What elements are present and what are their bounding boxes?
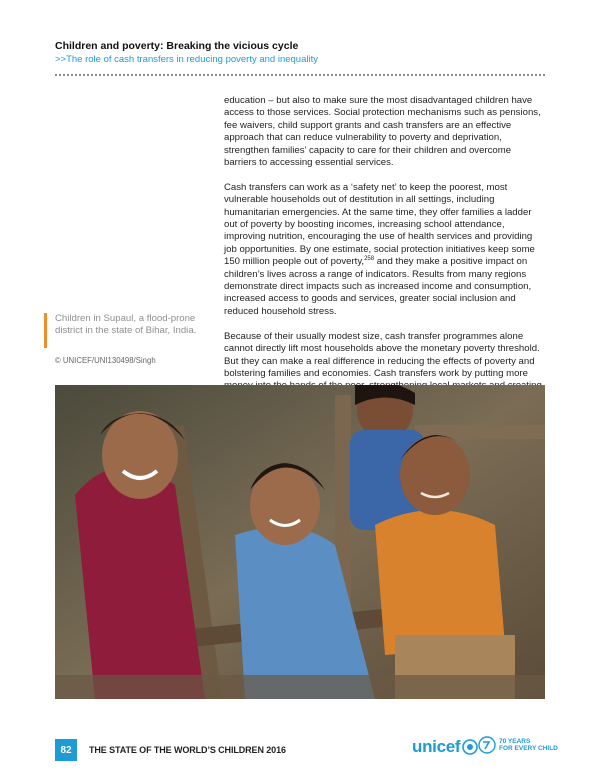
unicef-logo xyxy=(412,737,478,757)
paragraph-part: Cash transfers can work as a ‘safety net’ to keep the poorest, most vulnerable households out of destitution in all settings, including humanitarian emergencies. At the same time, they offer families a ladder out of poverty by boosting incomes, increasing school attendance, improving nutrition, encouraging the use of health services and providing job opportunities. By one estimate, social protection initiatives keep some 150 million people out of poverty, xyxy=(224,181,535,268)
footnote-reference: 258 xyxy=(364,256,375,263)
page-number: 82 xyxy=(55,739,77,761)
paragraph-part: and they make a positive impact on children’s lives across a range of indicators. Results from many regions demonstrate direct impacts such as increased income and consumption, increased access to goods and services, greater social inclusion and reduced household stress. xyxy=(224,256,532,317)
body-text-column xyxy=(224,95,546,430)
photo-children-on-bench xyxy=(55,385,545,699)
paragraph xyxy=(224,182,546,318)
anniversary-line-2: FOR EVERY CHILD xyxy=(499,745,558,752)
seventy-years-logo xyxy=(478,736,558,754)
paragraph: education – but also to make sure the most disadvantaged children have access to those services. Social protection mechanisms such as pensions, fee waivers, child support grants and cash transfers are an effective approach that can reduce vulnerability to poverty and deprivation, strengthen families’ capacity to care for their children and overcome barriers to accessing essential services. xyxy=(224,95,541,169)
dotted-divider xyxy=(55,74,545,76)
running-header-subtitle: >>The role of cash transfers in reducing poverty and inequality xyxy=(55,54,318,65)
publication-title: THE STATE OF THE WORLD’S CHILDREN 2016 xyxy=(89,745,286,755)
globe-icon xyxy=(462,739,478,755)
unicef-wordmark: unicef xyxy=(412,737,461,756)
paragraph: Because of their usually modest size, cash transfer programmes alone cannot directly lift most households above the monetary poverty threshold. But they can make a real difference in reducing the effects of poverty and bolstering families and economies. Cash transfers work by putting more xyxy=(224,330,540,379)
anniversary-emblem-icon xyxy=(478,736,496,754)
photo-credit: © UNICEF/UNI130498/Singh xyxy=(55,356,156,365)
anniversary-line-1: 70 YEARS xyxy=(499,738,531,745)
photo-caption: Children in Supaul, a flood-prone district in the state of Bihar, India. xyxy=(55,313,197,337)
running-header-title: Children and poverty: Breaking the vicious cycle xyxy=(55,40,299,52)
caption-accent-bar xyxy=(44,313,47,348)
